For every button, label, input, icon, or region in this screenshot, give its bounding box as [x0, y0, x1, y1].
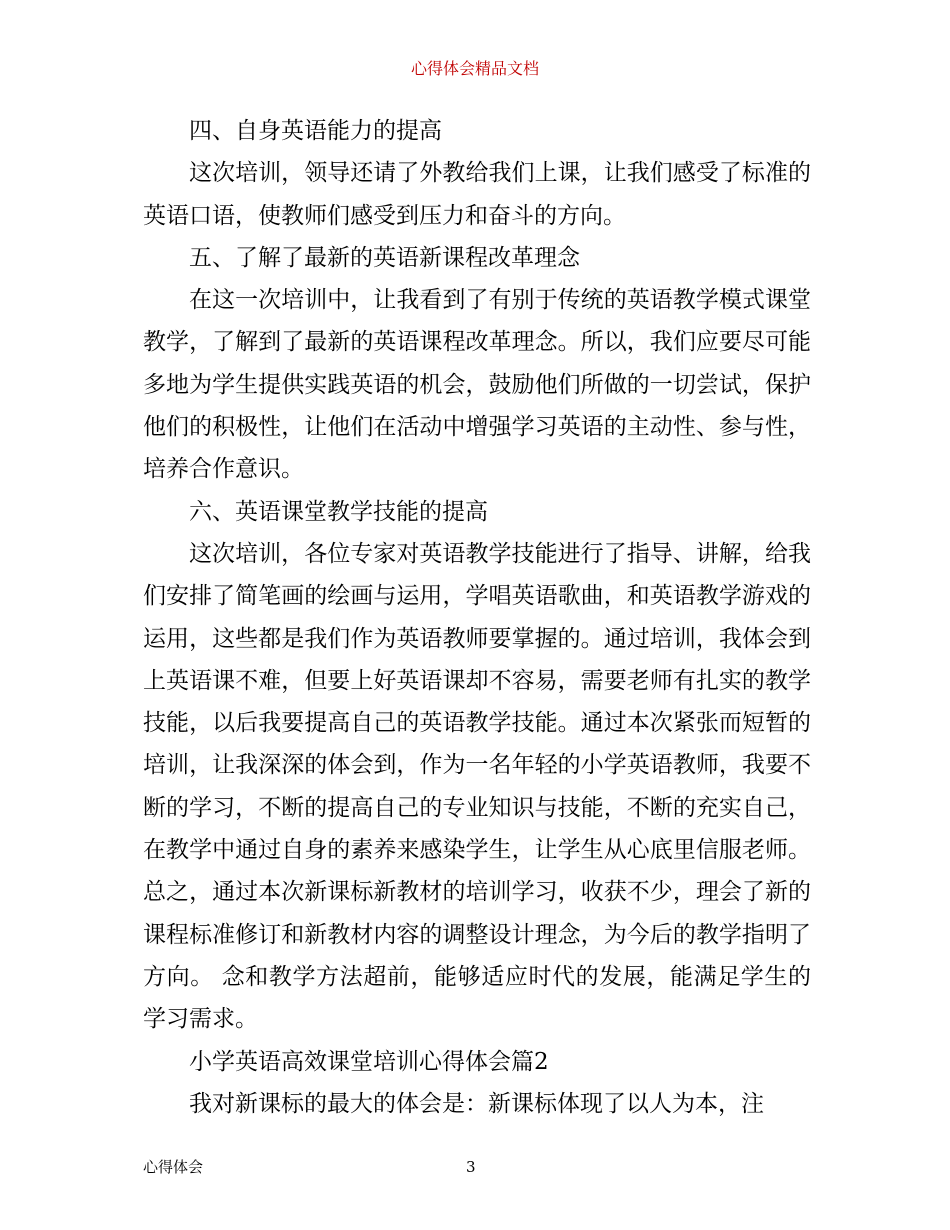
footer-label: 心得体会	[143, 1158, 204, 1176]
article-title: 小学英语高效课堂培训心得体会篇2	[189, 1048, 549, 1075]
section-heading-4: 四、自身英语能力的提高	[189, 118, 442, 144]
paragraph: 我对新课标的最大的体会是：新课标体现了以人为本，注	[189, 1090, 764, 1117]
paragraph: 这次培训，各位专家对英语教学技能进行了指导、讲解，给我们安排了简笔画的绘画与运用，学唱英语歌曲，和英语教学游戏的运用，这些都是我们作为英语教师要掌握的。通过培训，我体会到上英语课不难，但要上好英语课却不容易，需要老师有扎实的教学技能，以后我要提高自己的英语教学技能。通过本次紧张而短暂的培训，让我深深的体会到，作为一名年轻的小学英语教师，我要不断的学习，不断的提高自己的专业知识与技能，不断的充实自己，在教学中通过自身的素养来感染学生，让学生从心底里信服老师。总之，通过本次新课标新教材的培训学习，收获不少，理会了新的课程标准修订和新教材内容的调整设计理念，为今后的教学指明了方向。 念和教学方法超前，能够适应时代的发展，能满足学生的学习需求。	[143, 540, 811, 1033]
section-heading-6: 六、英语课堂教学技能的提高	[189, 498, 488, 525]
document-body	[143, 110, 811, 1125]
page-number: 3	[466, 1158, 476, 1176]
paragraph: 在这一次培训中，让我看到了有别于传统的英语教学模式课堂教学，了解到了最新的英语课程改革理念。所以，我们应要尽可能多地为学生提供实践英语的机会，鼓励他们所做的一切尝试，保护他们的积极性，让他们在活动中增强学习英语的主动性、参与性，培养合作意识。	[143, 287, 811, 483]
page-header-title: 心得体会精品文档	[410, 59, 539, 78]
paragraph: 这次培训，领导还请了外教给我们上课，让我们感受了标准的英语口语，使教师们感受到压力和奋斗的方向。	[143, 160, 811, 229]
section-heading-5: 五、了解了最新的英语新课程改革理念	[189, 244, 580, 271]
